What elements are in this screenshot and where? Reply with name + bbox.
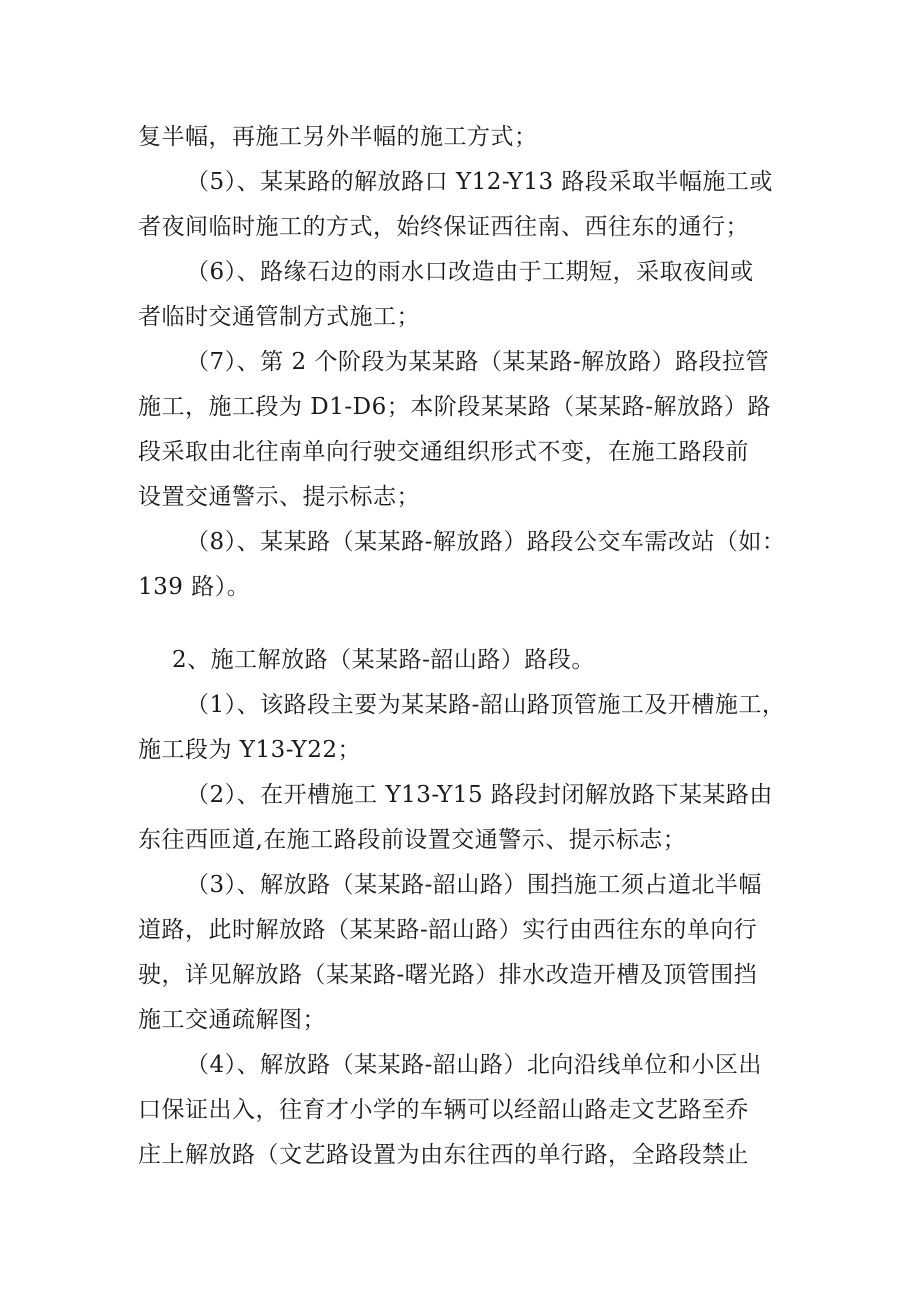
text-line-22: 口保证出入，往育才小学的车辆可以经韶山路走文艺路至乔 [138, 1097, 749, 1123]
text-line-5: 者临时交通管制方式施工； [138, 304, 420, 330]
text-line-9: 设置交通警示、提示标志； [138, 484, 420, 510]
text-line-7: 施工，施工段为 D1-D6；本阶段某某路（某某路-解放路）路 [138, 394, 772, 420]
text-line-6: （7）、第 2 个阶段为某某路（某某路-解放路）路段拉管 [186, 349, 770, 375]
text-line-23: 庄上解放路（文艺路设置为由东往西的单行路，全路段禁止 [138, 1142, 749, 1168]
text-line-15: （2）、在开槽施工 Y13-Y15 路段封闭解放路下某某路由 [186, 782, 773, 808]
text-line-10: （8）、某某路（某某路-解放路）路段公交车需改站（如： [186, 529, 786, 555]
text-line-11: 139 路）。 [138, 574, 251, 600]
text-line-2: （5）、某某路的解放路口 Y12-Y13 路段采取半幅施工或 [186, 169, 773, 195]
text-line-13: （1）、该路段主要为某某路-韶山路顶管施工及开槽施工， [186, 692, 786, 718]
text-line-20: 施工交通疏解图； [138, 1007, 326, 1033]
text-line-19: 驶，详见解放路（某某路-曙光路）排水改造开槽及顶管围挡 [138, 962, 758, 988]
text-line-21: （4）、解放路（某某路-韶山路）北向沿线单位和小区出 [186, 1052, 762, 1078]
text-line-18: 道路，此时解放路（某某路-韶山路）实行由西往东的单向行 [138, 917, 758, 943]
text-line-14: 施工段为 Y13-Y22； [138, 737, 361, 763]
text-line-1: 复半幅，再施工另外半幅的施工方式； [138, 124, 538, 150]
text-line-4: （6）、路缘石边的雨水口改造由于工期短，采取夜间或 [186, 259, 754, 285]
text-line-17: （3）、解放路（某某路-韶山路）围挡施工须占道北半幅 [186, 872, 762, 898]
text-line-16: 东往西匝道,在施工路段前设置交通警示、提示标志； [138, 827, 687, 853]
text-line-8: 段采取由北往南单向行驶交通组织形式不变，在施工路段前 [138, 439, 749, 465]
text-line-3: 者夜间临时施工的方式，始终保证西往南、西往东的通行； [138, 214, 749, 240]
section-heading: 2、施工解放路（某某路-韶山路）路段。 [172, 647, 595, 673]
